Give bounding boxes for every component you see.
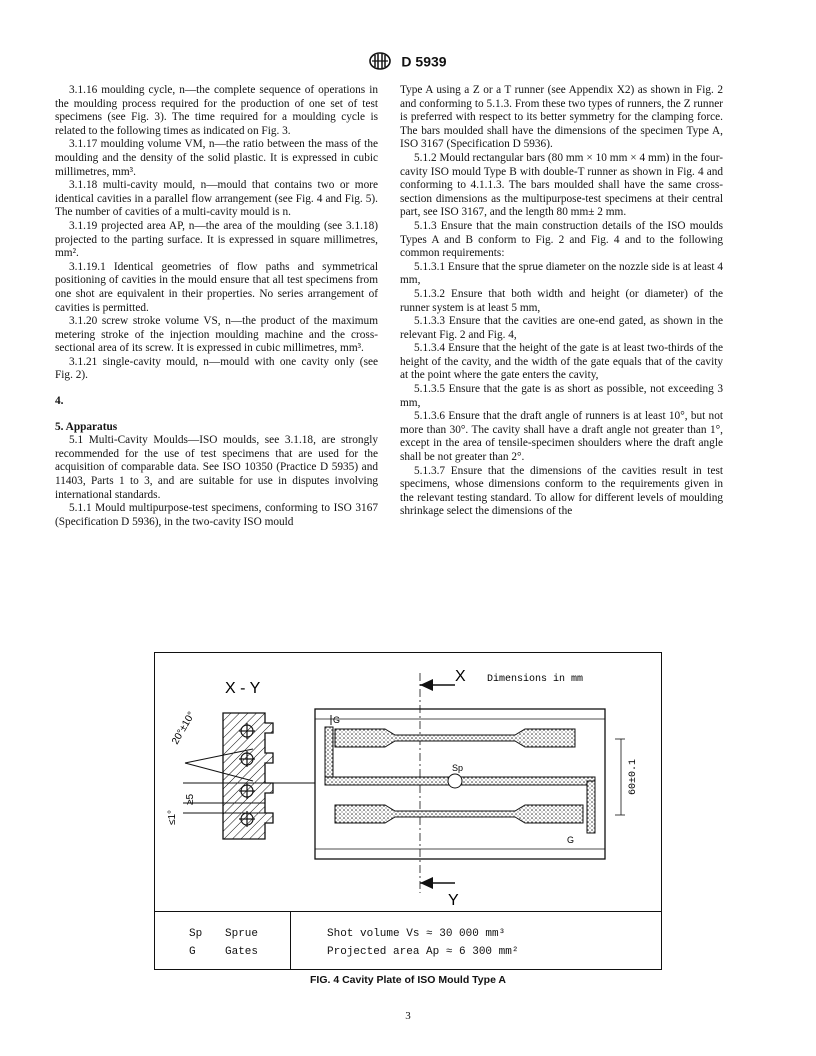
document-id: D 5939 (401, 53, 447, 70)
para-3-1-20: 3.1.20 screw stroke volume VS, n—the product of the maximum metering stroke of the injection moulding machine and the cross-sectional area of its screw. It is expressed in cubic millimetres, mm³. (55, 315, 378, 355)
label-sp: Sp (452, 763, 464, 773)
sprue (448, 774, 462, 788)
para-3-1-19: 3.1.19 projected area AP, n—the area of the moulding (see 3.1.18) projected to the parting surface. It is expressed in square millimetres, mm². (55, 219, 378, 260)
dim-ge5: ≥5 (185, 793, 196, 805)
right-runner (587, 781, 595, 833)
para-5-1-3-1: 5.1.3.1 Ensure that the sprue diameter on the nozzle side is at least 4 mm, (400, 260, 723, 287)
left-runner (325, 727, 333, 781)
para-5-1-3-4: 5.1.3.4 Ensure that the height of the gate is at least two-thirds of the height of the cavity, and the width of the gate equals that of the cavity at the point where the gate enters the cavity, (400, 342, 723, 382)
dim-le1: ≤1° (167, 809, 178, 825)
para-5-1-3-6: 5.1.3.6 Ensure that the draft angle of runners is at least 10°, but not more than 30°. The cavity shall have a draft angle not greater than 1°, except in the area of tensile-specimen shoulders where the draft angle shall be not greater than 2°. (400, 410, 723, 464)
legend-g-abbr: G (189, 946, 196, 958)
figure-legend (155, 911, 661, 970)
dim-60: 60±0.1 (628, 758, 639, 795)
para-5-1-3-7: 5.1.3.7 Ensure that the dimensions of the cavities result in test specimens, whose dimensions conform to the requirements given in the relevant testing standard. To allow for different levels of moulding shrinkage select the dimensions of the (400, 464, 723, 518)
para-5-1-1: 5.1.1 Mould multipurpose-test specimens, conforming to ISO 3167 (Specification D 5936), in the two-cavity ISO mould (55, 502, 378, 528)
section-5-heading: 5. Apparatus (55, 420, 118, 433)
para-5-1-3-2: 5.1.3.2 Ensure that both width and height (or diameter) of the runner system is at least 5 mm, (400, 287, 723, 314)
para-5-1-2: 5.1.2 Mould rectangular bars (80 mm × 10 mm × 4 mm) in the four-cavity ISO mould Type B with double-T runner as shown in Fig. 4 and conforming to 4.1.1.3. The bars moulded shall have the same cross-section dimensions as the multipurpose-test specimens at their central part, see ISO 3167, and the length 80 mm± 2 mm. (400, 151, 723, 219)
para-5-1: 5.1 Multi-Cavity Moulds—ISO moulds, see 3.1.18, are strongly recommended for the use of test specimens that are used for the acquisition of comparable data. See ISO 10350 (Practice D 5935) and 11403, Parts 1 to 3, and are suitable for use in disputes involving international standards. (55, 434, 378, 501)
legend-shot-volume: Shot volume Vs ≈ 30 000 mm³ (327, 928, 506, 940)
page-header (0, 52, 816, 70)
figure-4 (154, 652, 662, 970)
para-3-1-16: 3.1.16 moulding cycle, n—the complete sequence of operations in the moulding process required for the production of one set of test specimens (see Fig. 3). The time required for a moulding cycle is related to the following times as indicated on Fig. 3. (55, 84, 378, 137)
legend-projected-area: Projected area Ap ≈ 6 300 mm² (327, 946, 519, 958)
dimensions-note: Dimensions in mm (487, 674, 584, 685)
para-3-1-18: 3.1.18 multi-cavity mould, n—mould that contains two or more identical cavities in a parallel flow arrangement (see Fig. 4 and Fig. 5). The number of cavities of a multi-cavity mould is n. (55, 179, 378, 219)
section-label: X - Y (225, 680, 261, 697)
label-g-top: G (333, 715, 341, 725)
right-column (400, 84, 723, 519)
legend-g-text: Gates (225, 946, 259, 958)
lower-specimen-cavity (335, 805, 583, 823)
legend-divider (290, 912, 291, 970)
label-g-bottom: G (567, 835, 575, 845)
cavity-plate-drawing (155, 653, 661, 911)
section-profile (223, 713, 273, 839)
section-4-heading: 4. (55, 395, 64, 408)
page-number: 3 (405, 1010, 411, 1022)
label-y: Y (448, 892, 459, 909)
para-3-1-17: 3.1.17 moulding volume VM, n—the ratio between the mass of the moulding and the density of the solid plastic. It is expressed in cubic millimetres, mm³. (55, 138, 378, 178)
para-5-1-1-continued: Type A using a Z or a T runner (see Appendix X2) as shown in Fig. 2 and conforming to 5.1.3. From these two types of runners, the Z runner is preferred with respect to its better symmetry for the clamping force. The bars moulded shall have the dimensions of the specimen Type A, ISO 3167 (Specification D 5936). (400, 84, 723, 151)
para-5-1-3: 5.1.3 Ensure that the main construction details of the ISO moulds Types A and B conform to Fig. 2 and Fig. 4 and to the following common requirements: (400, 219, 723, 260)
label-x: X (455, 668, 466, 685)
left-column (55, 84, 378, 529)
para-5-1-3-5: 5.1.3.5 Ensure that the gate is as short as possible, not exceeding 3 mm, (400, 383, 723, 409)
para-3-1-19-1: 3.1.19.1 Identical geometries of flow paths and symmetrical positioning of cavities in the mould ensure that all test specimens from one shot are equivalent in their properties. No series arrangement of cavities is permitted. (55, 260, 378, 314)
legend-sp-abbr: Sp (189, 928, 203, 940)
upper-specimen-cavity (335, 729, 575, 747)
astm-logo-icon (369, 52, 391, 70)
para-3-1-21: 3.1.21 single-cavity mould, n—mould with one cavity only (see Fig. 2). (55, 355, 378, 382)
angle-label: 20°±10° (170, 710, 198, 747)
figure-caption: FIG. 4 Cavity Plate of ISO Mould Type A (309, 974, 507, 986)
para-5-1-3-3: 5.1.3.3 Ensure that the cavities are one-end gated, as shown in the relevant Fig. 2 and Fig. 4, (400, 315, 723, 341)
legend-sp-text: Sprue (225, 928, 259, 940)
